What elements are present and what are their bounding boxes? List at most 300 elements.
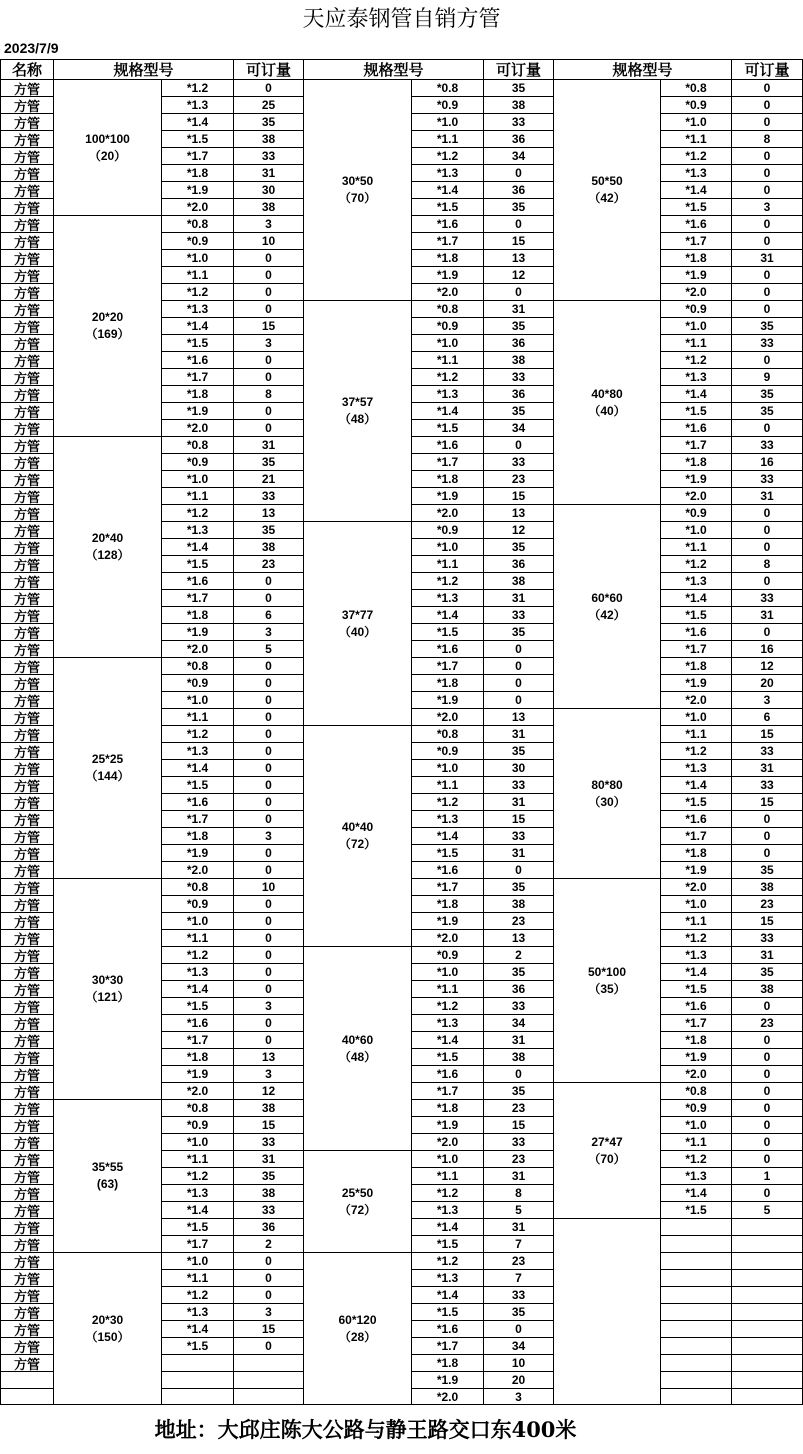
thickness-cell: *1.4 — [411, 402, 483, 419]
size-group-total: （35） — [588, 981, 626, 996]
thickness-cell: *1.5 — [411, 1048, 483, 1065]
size-group-dims: 30*30 — [91, 973, 124, 987]
thickness-cell: *1.8 — [660, 657, 731, 674]
row-name-cell: 方管 — [0, 963, 53, 980]
thickness-cell: *1.5 — [660, 198, 731, 215]
qty-cell: 0 — [233, 844, 303, 861]
thickness-cell: *1.3 — [660, 572, 731, 589]
qty-cell: 35 — [483, 402, 553, 419]
qty-cell: 33 — [731, 742, 802, 759]
qty-cell: 15 — [233, 1116, 303, 1133]
qty-cell: 8 — [483, 1184, 553, 1201]
row-name-cell: 方管 — [0, 487, 53, 504]
qty-cell: 15 — [483, 810, 553, 827]
qty-cell — [233, 1354, 303, 1371]
thickness-cell: *1.0 — [161, 1252, 233, 1269]
thickness-cell: *0.8 — [411, 725, 483, 742]
qty-cell: 0 — [483, 215, 553, 232]
thickness-cell: *1.1 — [411, 980, 483, 997]
thickness-cell: *1.4 — [660, 181, 731, 198]
thickness-cell: *1.2 — [660, 147, 731, 164]
thickness-cell: *1.3 — [411, 810, 483, 827]
qty-cell: 23 — [483, 470, 553, 487]
row-name-cell: 方管 — [0, 453, 53, 470]
qty-cell: 0 — [483, 1065, 553, 1082]
thickness-cell: *1.4 — [161, 113, 233, 130]
qty-cell: 0 — [483, 691, 553, 708]
row-name-cell: 方管 — [0, 1099, 53, 1116]
qty-cell: 33 — [483, 453, 553, 470]
qty-cell: 12 — [731, 657, 802, 674]
qty-cell: 31 — [483, 1218, 553, 1235]
qty-cell — [731, 1320, 802, 1337]
size-group-dims: 37*57 — [341, 395, 374, 409]
qty-cell: 15 — [731, 793, 802, 810]
size-group-label — [53, 436, 161, 657]
qty-cell — [731, 1235, 802, 1252]
thickness-cell: *2.0 — [161, 419, 233, 436]
thickness-cell: *1.9 — [411, 1371, 483, 1388]
qty-cell: 36 — [233, 1218, 303, 1235]
qty-cell: 31 — [483, 1167, 553, 1184]
qty-cell: 0 — [233, 1252, 303, 1269]
qty-cell: 15 — [483, 1116, 553, 1133]
qty-cell: 0 — [731, 827, 802, 844]
qty-cell: 3 — [233, 1065, 303, 1082]
thickness-cell: *1.3 — [411, 589, 483, 606]
qty-cell: 38 — [233, 1184, 303, 1201]
thickness-cell: *1.5 — [411, 198, 483, 215]
thickness-cell: *1.1 — [161, 1269, 233, 1286]
qty-cell: 33 — [483, 1133, 553, 1150]
stock-table — [0, 59, 803, 1406]
qty-cell: 0 — [731, 300, 802, 317]
size-group-dims: 20*40 — [91, 531, 124, 545]
thickness-cell: *1.8 — [660, 249, 731, 266]
qty-cell: 31 — [731, 606, 802, 623]
row-name-cell: 方管 — [0, 725, 53, 742]
thickness-cell: *1.3 — [161, 96, 233, 113]
thickness-cell: *1.6 — [660, 623, 731, 640]
qty-cell: 30 — [233, 181, 303, 198]
qty-cell: 3 — [731, 198, 802, 215]
qty-cell: 5 — [731, 1201, 802, 1218]
qty-cell: 35 — [483, 878, 553, 895]
row-name-cell: 方管 — [0, 912, 53, 929]
qty-cell: 35 — [731, 861, 802, 878]
qty-cell: 35 — [483, 623, 553, 640]
qty-cell: 0 — [731, 1099, 802, 1116]
thickness-cell: *1.3 — [161, 742, 233, 759]
qty-cell: 38 — [483, 1048, 553, 1065]
thickness-cell: *1.2 — [411, 1252, 483, 1269]
qty-cell: 0 — [731, 538, 802, 555]
size-group-total: （40） — [338, 624, 377, 639]
qty-cell: 0 — [233, 266, 303, 283]
qty-cell: 38 — [233, 1099, 303, 1116]
thickness-cell: *1.5 — [161, 776, 233, 793]
thickness-cell: *1.3 — [660, 759, 731, 776]
thickness-cell: *1.8 — [161, 385, 233, 402]
thickness-cell: *1.7 — [411, 453, 483, 470]
qty-cell: 0 — [731, 283, 802, 300]
thickness-cell: *1.0 — [161, 912, 233, 929]
thickness-cell: *1.0 — [660, 708, 731, 725]
size-group-label — [53, 1252, 161, 1405]
size-group-dims: 30*50 — [341, 174, 374, 188]
address-footer: 地址：大邱庄陈大公路与静王路交口东400米 — [154, 1417, 577, 1442]
thickness-cell — [660, 1337, 731, 1354]
qty-cell: 36 — [483, 130, 553, 147]
thickness-cell — [660, 1371, 731, 1388]
size-group-total: （150） — [85, 1330, 130, 1344]
qty-cell: 33 — [233, 147, 303, 164]
qty-cell: 33 — [731, 589, 802, 606]
qty-cell: 0 — [731, 232, 802, 249]
thickness-cell — [161, 1388, 233, 1405]
qty-cell: 20 — [731, 674, 802, 691]
thickness-cell: *1.1 — [161, 1150, 233, 1167]
qty-cell: 35 — [483, 963, 553, 980]
header-qty: 可订量 — [731, 59, 802, 79]
qty-cell — [731, 1286, 802, 1303]
qty-cell: 16 — [731, 453, 802, 470]
thickness-cell: *1.1 — [660, 1133, 731, 1150]
thickness-cell: *1.1 — [411, 1167, 483, 1184]
thickness-cell: *1.3 — [161, 521, 233, 538]
thickness-cell: *0.9 — [411, 742, 483, 759]
row-name-cell: 方管 — [0, 759, 53, 776]
thickness-cell: *1.7 — [161, 1235, 233, 1252]
thickness-cell: *1.9 — [411, 487, 483, 504]
row-name-cell: 方管 — [0, 793, 53, 810]
thickness-cell: *0.8 — [660, 1082, 731, 1099]
qty-cell: 0 — [731, 215, 802, 232]
row-name-cell: 方管 — [0, 232, 53, 249]
qty-cell: 0 — [233, 1031, 303, 1048]
thickness-cell: *1.6 — [660, 215, 731, 232]
qty-cell: 0 — [731, 1133, 802, 1150]
qty-cell: 8 — [233, 385, 303, 402]
qty-cell: 7 — [483, 1269, 553, 1286]
thickness-cell: *1.5 — [161, 1337, 233, 1354]
row-name-cell: 方管 — [0, 521, 53, 538]
header-qty: 可订量 — [233, 59, 303, 79]
thickness-cell: *1.5 — [161, 555, 233, 572]
thickness-cell: *1.2 — [660, 929, 731, 946]
qty-cell: 12 — [483, 266, 553, 283]
qty-cell: 0 — [233, 980, 303, 997]
size-group-label — [303, 1150, 411, 1252]
qty-cell: 0 — [233, 759, 303, 776]
row-name-cell: 方管 — [0, 351, 53, 368]
qty-cell: 0 — [233, 300, 303, 317]
thickness-cell: *2.0 — [660, 283, 731, 300]
thickness-cell: *1.7 — [161, 810, 233, 827]
thickness-cell: *1.2 — [161, 946, 233, 963]
qty-cell: 12 — [233, 1082, 303, 1099]
thickness-cell: *2.0 — [411, 1388, 483, 1405]
thickness-cell: *0.9 — [411, 317, 483, 334]
row-name-cell: 方管 — [0, 1031, 53, 1048]
row-name-cell: 方管 — [0, 96, 53, 113]
size-group-dims: 25*50 — [341, 1185, 374, 1200]
thickness-cell: *1.0 — [411, 1150, 483, 1167]
row-name-cell: 方管 — [0, 1218, 53, 1235]
header-name: 名称 — [0, 59, 53, 79]
thickness-cell: *1.9 — [161, 402, 233, 419]
qty-cell — [731, 1371, 802, 1388]
qty-cell: 0 — [233, 572, 303, 589]
qty-cell: 0 — [731, 1065, 802, 1082]
size-group-dims: 27*47 — [591, 1134, 623, 1149]
size-group-total: (63) — [96, 1177, 119, 1191]
size-group-total: （128） — [85, 548, 130, 562]
size-group-total: （70） — [588, 1151, 626, 1166]
qty-cell: 23 — [483, 1252, 553, 1269]
qty-cell: 0 — [233, 351, 303, 368]
thickness-cell: *1.3 — [161, 300, 233, 317]
row-name-cell — [0, 1371, 53, 1388]
row-name-cell: 方管 — [0, 198, 53, 215]
size-group-total: （40） — [588, 403, 626, 418]
qty-cell: 35 — [483, 1082, 553, 1099]
thickness-cell: *1.3 — [660, 946, 731, 963]
row-name-cell: 方管 — [0, 538, 53, 555]
thickness-cell: *0.9 — [161, 895, 233, 912]
qty-cell: 13 — [483, 504, 553, 521]
qty-cell: 33 — [731, 334, 802, 351]
qty-cell: 15 — [483, 232, 553, 249]
qty-cell — [731, 1388, 802, 1405]
row-name-cell: 方管 — [0, 1065, 53, 1082]
thickness-cell: *1.9 — [161, 181, 233, 198]
qty-cell: 33 — [483, 776, 553, 793]
qty-cell — [731, 1303, 802, 1320]
thickness-cell: *0.9 — [161, 674, 233, 691]
qty-cell: 0 — [731, 572, 802, 589]
qty-cell: 0 — [233, 963, 303, 980]
thickness-cell: *0.8 — [161, 878, 233, 895]
thickness-cell: *1.8 — [161, 1048, 233, 1065]
qty-cell: 31 — [483, 725, 553, 742]
qty-cell: 35 — [233, 1167, 303, 1184]
thickness-cell: *2.0 — [660, 691, 731, 708]
row-name-cell: 方管 — [0, 283, 53, 300]
thickness-cell: *1.4 — [161, 980, 233, 997]
qty-cell: 13 — [483, 249, 553, 266]
qty-cell: 31 — [731, 487, 802, 504]
thickness-cell: *1.9 — [411, 691, 483, 708]
thickness-cell: *1.7 — [161, 1031, 233, 1048]
row-name-cell: 方管 — [0, 419, 53, 436]
qty-cell — [233, 1388, 303, 1405]
thickness-cell: *1.5 — [411, 623, 483, 640]
row-name-cell: 方管 — [0, 334, 53, 351]
qty-cell: 2 — [483, 946, 553, 963]
qty-cell: 33 — [731, 470, 802, 487]
row-name-cell: 方管 — [0, 776, 53, 793]
qty-cell: 31 — [233, 1150, 303, 1167]
thickness-cell: *1.2 — [411, 997, 483, 1014]
qty-cell: 3 — [233, 334, 303, 351]
thickness-cell: *1.0 — [161, 1133, 233, 1150]
report-date: 2023/7/9 — [4, 40, 59, 56]
qty-cell: 38 — [483, 96, 553, 113]
thickness-cell: *2.0 — [161, 1082, 233, 1099]
qty-cell: 0 — [233, 810, 303, 827]
row-name-cell: 方管 — [0, 249, 53, 266]
thickness-cell: *1.4 — [660, 776, 731, 793]
thickness-cell: *1.5 — [660, 793, 731, 810]
qty-cell: 0 — [233, 742, 303, 759]
thickness-cell: *1.4 — [161, 1201, 233, 1218]
qty-cell: 38 — [483, 572, 553, 589]
qty-cell: 9 — [731, 368, 802, 385]
thickness-cell: *1.7 — [411, 1082, 483, 1099]
thickness-cell: *0.8 — [161, 657, 233, 674]
qty-cell: 33 — [233, 487, 303, 504]
thickness-cell: *1.6 — [411, 436, 483, 453]
qty-cell: 0 — [483, 674, 553, 691]
qty-cell: 0 — [731, 1082, 802, 1099]
qty-cell: 13 — [233, 504, 303, 521]
qty-cell: 38 — [483, 351, 553, 368]
qty-cell: 23 — [233, 555, 303, 572]
row-name-cell: 方管 — [0, 1286, 53, 1303]
row-name-cell: 方管 — [0, 572, 53, 589]
qty-cell: 0 — [483, 164, 553, 181]
qty-cell: 0 — [233, 725, 303, 742]
qty-cell: 0 — [233, 283, 303, 300]
thickness-cell: *1.0 — [161, 470, 233, 487]
row-name-cell: 方管 — [0, 113, 53, 130]
thickness-cell: *0.9 — [161, 453, 233, 470]
thickness-cell: *1.0 — [161, 249, 233, 266]
thickness-cell: *1.2 — [161, 725, 233, 742]
qty-cell: 35 — [731, 317, 802, 334]
row-name-cell: 方管 — [0, 1269, 53, 1286]
header-spec: 规格型号 — [53, 59, 233, 79]
thickness-cell: *2.0 — [161, 640, 233, 657]
row-name-cell: 方管 — [0, 623, 53, 640]
thickness-cell: *1.0 — [660, 1116, 731, 1133]
thickness-cell: *1.7 — [660, 827, 731, 844]
qty-cell: 0 — [233, 946, 303, 963]
qty-cell: 36 — [483, 555, 553, 572]
thickness-cell — [161, 1354, 233, 1371]
thickness-cell: *1.9 — [660, 470, 731, 487]
qty-cell: 0 — [731, 844, 802, 861]
row-name-cell: 方管 — [0, 385, 53, 402]
qty-cell: 25 — [233, 96, 303, 113]
row-name-cell: 方管 — [0, 1167, 53, 1184]
qty-cell: 10 — [233, 232, 303, 249]
qty-cell: 36 — [483, 385, 553, 402]
qty-cell: 0 — [731, 1031, 802, 1048]
qty-cell: 34 — [483, 419, 553, 436]
qty-cell: 23 — [483, 1099, 553, 1116]
qty-cell — [233, 1371, 303, 1388]
size-group-total: （169） — [85, 327, 130, 341]
row-name-cell: 方管 — [0, 1354, 53, 1371]
qty-cell: 0 — [233, 929, 303, 946]
thickness-cell: *0.8 — [161, 215, 233, 232]
thickness-cell: *0.9 — [411, 946, 483, 963]
thickness-cell: *1.1 — [660, 334, 731, 351]
thickness-cell: *0.8 — [411, 300, 483, 317]
thickness-cell: *1.3 — [411, 1201, 483, 1218]
qty-cell: 36 — [483, 334, 553, 351]
thickness-cell: *1.7 — [411, 1337, 483, 1354]
qty-cell: 0 — [233, 79, 303, 96]
thickness-cell: *2.0 — [660, 878, 731, 895]
qty-cell: 38 — [731, 980, 802, 997]
qty-cell: 33 — [483, 368, 553, 385]
size-group-label — [553, 300, 660, 504]
thickness-cell: *1.4 — [660, 385, 731, 402]
thickness-cell: *1.2 — [411, 1184, 483, 1201]
qty-cell: 33 — [483, 113, 553, 130]
thickness-cell: *1.2 — [161, 79, 233, 96]
thickness-cell: *1.5 — [161, 334, 233, 351]
thickness-cell: *1.0 — [411, 538, 483, 555]
thickness-cell — [660, 1303, 731, 1320]
thickness-cell — [161, 1371, 233, 1388]
size-group-label — [53, 878, 161, 1099]
size-group-total: （72） — [338, 1202, 377, 1217]
size-group-dims: 20*30 — [91, 1313, 124, 1327]
page-title: 天应泰钢管自销方管 — [302, 7, 501, 32]
row-name-cell: 方管 — [0, 674, 53, 691]
qty-cell: 31 — [483, 793, 553, 810]
thickness-cell: *1.8 — [411, 470, 483, 487]
thickness-cell: *1.2 — [411, 368, 483, 385]
size-group-total: （70） — [338, 191, 377, 205]
thickness-cell: *1.7 — [411, 232, 483, 249]
thickness-cell: *1.4 — [161, 538, 233, 555]
thickness-cell: *1.5 — [660, 606, 731, 623]
size-group-label — [53, 657, 161, 878]
thickness-cell — [660, 1252, 731, 1269]
thickness-cell: *1.2 — [161, 283, 233, 300]
table-bottom-border — [0, 1404, 803, 1405]
qty-cell: 0 — [233, 793, 303, 810]
row-name-cell: 方管 — [0, 164, 53, 181]
qty-cell: 34 — [483, 1337, 553, 1354]
row-name-cell: 方管 — [0, 130, 53, 147]
thickness-cell: *2.0 — [660, 1065, 731, 1082]
qty-cell: 3 — [233, 623, 303, 640]
row-name-cell: 方管 — [0, 1133, 53, 1150]
qty-cell: 33 — [483, 1286, 553, 1303]
thickness-cell: *1.0 — [411, 759, 483, 776]
qty-cell: 0 — [731, 351, 802, 368]
qty-cell: 30 — [483, 759, 553, 776]
thickness-cell: *2.0 — [411, 929, 483, 946]
thickness-cell: *1.9 — [161, 623, 233, 640]
row-name-cell: 方管 — [0, 1082, 53, 1099]
qty-cell: 35 — [483, 538, 553, 555]
thickness-cell: *1.3 — [411, 1269, 483, 1286]
thickness-cell: *1.1 — [660, 725, 731, 742]
row-name-cell: 方管 — [0, 878, 53, 895]
size-group-label — [303, 79, 411, 300]
qty-cell: 34 — [483, 147, 553, 164]
qty-cell: 0 — [483, 436, 553, 453]
header-qty: 可订量 — [483, 59, 553, 79]
qty-cell: 0 — [233, 691, 303, 708]
